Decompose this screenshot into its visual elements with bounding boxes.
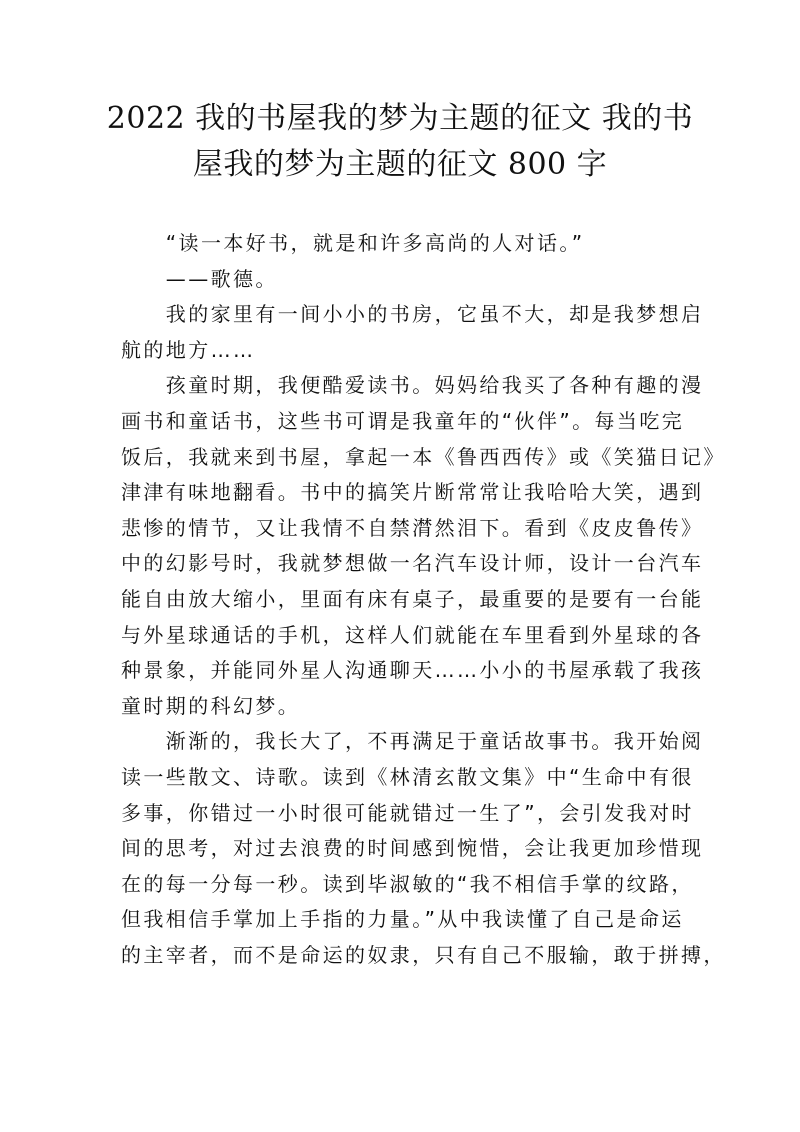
- body-line: 能自由放大缩小，里面有床有桌子，最重要的是要有一台能: [121, 586, 704, 611]
- body-line: 与外星球通话的手机，这样人们就能在车里看到外星球的各: [121, 622, 704, 647]
- document-title: [100, 96, 700, 188]
- body-line: 我的家里有一间小小的书房，它虽不大，却是我梦想启: [121, 302, 704, 327]
- body-line: 画书和童话书，这些书可谓是我童年的“伙伴”。每当吃完: [121, 408, 685, 433]
- body-line: 童时期的科幻梦。: [121, 693, 301, 718]
- title-line-1: 2022 我的书屋我的梦为主题的征文 我的书: [106, 101, 694, 136]
- body-line: 中的幻影号时，我就梦想做一名汽车设计师，设计一台汽车: [121, 551, 704, 576]
- document-body: [121, 226, 726, 973]
- title-line-2: 屋我的梦为主题的征文 800 字: [192, 147, 608, 182]
- body-line: 渐渐的，我长大了，不再满足于童话故事书。我开始阅: [121, 729, 704, 754]
- body-line: ——歌德。: [121, 266, 278, 291]
- body-line: 津津有味地翻看。书中的搞笑片断常常让我哈哈大笑，遇到: [121, 480, 704, 505]
- body-line: 多事，你错过一小时很可能就错过一生了”，会引发我对时: [121, 800, 694, 825]
- body-line: 孩童时期，我便酷爱读书。妈妈给我买了各种有趣的漫: [121, 373, 704, 398]
- body-line: 航的地方……: [121, 337, 256, 362]
- body-line: 悲惨的情节，又让我情不自禁潸然泪下。看到《皮皮鲁传》: [121, 515, 704, 540]
- body-line: 种景象，并能同外星人沟通聊天……小小的书屋承载了我孩: [121, 658, 704, 683]
- body-line: “读一本好书，就是和许多高尚的人对话。”: [121, 231, 585, 255]
- body-line: 在的每一分每一秒。读到毕淑敏的“我不相信手掌的纹路，: [121, 871, 694, 896]
- body-line: 间的思考，对过去浪费的时间感到惋惜，会让我更加珍惜现: [121, 836, 704, 861]
- body-line: 但我相信手掌加上手指的力量。”从中我读懂了自己是命运: [121, 907, 684, 932]
- body-line: 的主宰者，而不是命运的奴隶，只有自己不服输，敢于拼搏，: [121, 942, 726, 967]
- body-line: 饭后，我就来到书屋，拿起一本《鲁西西传》或《笑猫日记》: [121, 444, 726, 469]
- body-line: 读一些散文、诗歌。读到《林清玄散文集》中“生命中有很: [121, 764, 694, 789]
